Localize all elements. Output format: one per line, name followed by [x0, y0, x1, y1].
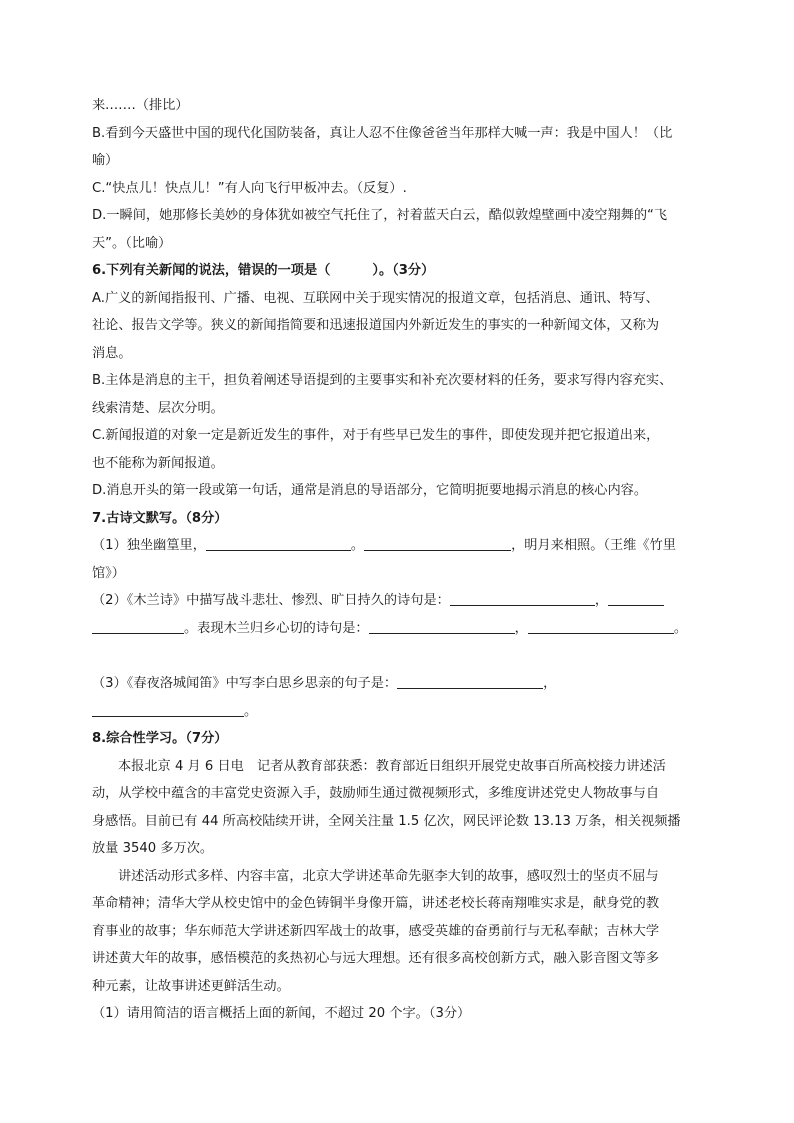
news-paragraph-2-line5: 种元素，让故事讲述更鲜活生动。: [92, 978, 290, 994]
question-6-score: ）。（3分）: [372, 263, 435, 278]
fill-blank[interactable]: [608, 591, 664, 606]
q7-part1-suffix: ，明月来相照。（王维《竹里: [511, 538, 676, 553]
document-content: [92, 92, 710, 1028]
news-paragraph-1-line1: 本报北京 4 月 6 日电 记者从教育部获悉：教育部近日组织开展党史故事百所高校接力讲述活: [118, 758, 666, 774]
fill-blank[interactable]: [450, 591, 595, 606]
news-paragraph-1-line3: 身感悟。目前已有 44 所高校陆续开讲，全网关注量 1.5 亿次，网民评论数 13.13 万条，相关视频播: [92, 813, 681, 829]
fill-blank[interactable]: [92, 702, 244, 717]
q7-part1-line1: [92, 532, 710, 560]
punctuation: ，: [514, 620, 528, 636]
q7-part2-line1: [92, 587, 710, 615]
q7-part3-line1: [92, 670, 710, 698]
spacer: [92, 642, 710, 670]
news-paragraph-2-line2: 革命精神；清华大学从校史馆中的金色铸铜半身像开篇，讲述老校长蒋南翔唯实求是，献身党的教: [92, 896, 660, 911]
q6-option-d-line: D.消息开头的第一段或第一句话，通常是消息的导语部分，它简明扼要地揭示消息的核心内容。: [92, 483, 648, 498]
punctuation: 。: [673, 620, 687, 636]
q8-part1-prompt: （1）请用简洁的语言概括上面的新闻，不超过 20 个字。（3分）: [92, 1006, 471, 1021]
option-d-line: D.一瞬间，她那修长美妙的身体犹如被空气托住了，衬着蓝天白云，酷似敦煌壁画中凌空翔舞的“飞: [92, 208, 668, 223]
q7-part1-prompt: （1）独坐幽篁里，: [92, 538, 206, 553]
option-a-tail: 来.……（排比）: [92, 98, 189, 113]
punctuation: 。: [350, 538, 365, 553]
question-6-text: 6.下列有关新闻的说法，错误的一项是（: [92, 263, 331, 278]
question-7-title: 7.古诗文默写。（8分）: [92, 510, 228, 526]
q7-part2-prompt2: 。表现木兰归乡心切的诗句是：: [184, 620, 369, 636]
fill-blank[interactable]: [364, 536, 511, 551]
question-8-title: 8.综合性学习。（7分）: [92, 731, 228, 746]
option-b-line: B.看到今天盛世中国的现代化国防装备，真让人忍不住像爸爸当年那样大喊一声：我是中国人！（比: [92, 125, 673, 141]
q6-option-a-line3: 消息。: [92, 345, 132, 361]
q6-option-a-line2: 社论、报告文学等。狭义的新闻指简要和迅速报道国内外新近发生的事实的一种新闻文体，又称为: [92, 318, 660, 333]
q6-option-a-line1: A.广义的新闻指报刊、广播、电视、互联网中关于现实情况的报道文章，包括消息、通讯、特写、: [92, 290, 659, 306]
punctuation: ，: [594, 593, 609, 608]
q7-part2-line2: [92, 615, 710, 643]
fill-blank[interactable]: [206, 536, 351, 551]
q6-option-b-line1: B.主体是消息的主干，担负着阐述导语提到的主要事实和补充次要材料的任务，要求写得内容充实、: [92, 373, 673, 388]
news-paragraph-2-line4: 讲述黄大年的故事，感悟模范的炙热初心与远大理想。还有很多高校创新方式，融入影音图文等多: [92, 951, 660, 966]
fill-blank[interactable]: [528, 619, 674, 634]
q6-option-c-line2: 也不能称为新闻报道。: [92, 455, 224, 471]
news-paragraph-2-line3: 育事业的故事；华东师范大学讲述新四军战士的故事，感受英雄的奋勇前行与无私奉献；吉林大学: [92, 923, 660, 939]
news-paragraph-1-line2: 动，从学校中蕴含的丰富党史资源入手，鼓励师生通过微视频形式，多维度讲述党史人物故事与自: [92, 786, 660, 801]
news-paragraph-2-line1: 讲述活动形式多样、内容丰富，北京大学讲述革命先驱李大钊的故事，感叹烈士的坚贞不屈与: [118, 868, 659, 884]
punctuation: ，: [543, 676, 557, 691]
question-6-title: [92, 257, 710, 285]
option-b-line-cont: 喻）: [92, 153, 119, 168]
option-d-line-cont: 天”。（比喻）: [92, 235, 172, 251]
q7-part3-line2: [92, 698, 710, 726]
fill-blank[interactable]: [397, 674, 543, 689]
fill-blank[interactable]: [369, 619, 515, 634]
news-paragraph-1-line4: 放量 3540 多万次。: [92, 841, 214, 856]
q7-part1-line2: 馆》）: [92, 565, 125, 581]
q6-option-c-line1: C.新闻报道的对象一定是新近发生的事件，对于有些早已发生的事件，即使发现并把它报道出来，: [92, 428, 660, 443]
punctuation: 。: [244, 703, 258, 719]
option-c-line: C.“快点儿！快点儿！”有人向飞行甲板冲去。（反复）.: [92, 180, 407, 196]
q6-option-b-line2: 线索清楚、层次分明。: [92, 400, 224, 416]
q7-part2-prompt: （2）《木兰诗》中描写战斗悲壮、惨烈、旷日持久的诗句是：: [92, 593, 450, 608]
fill-blank[interactable]: [92, 619, 184, 634]
q7-part3-prompt: （3）《春夜洛城闻笛》中写李白思乡思亲的句子是：: [92, 676, 398, 691]
